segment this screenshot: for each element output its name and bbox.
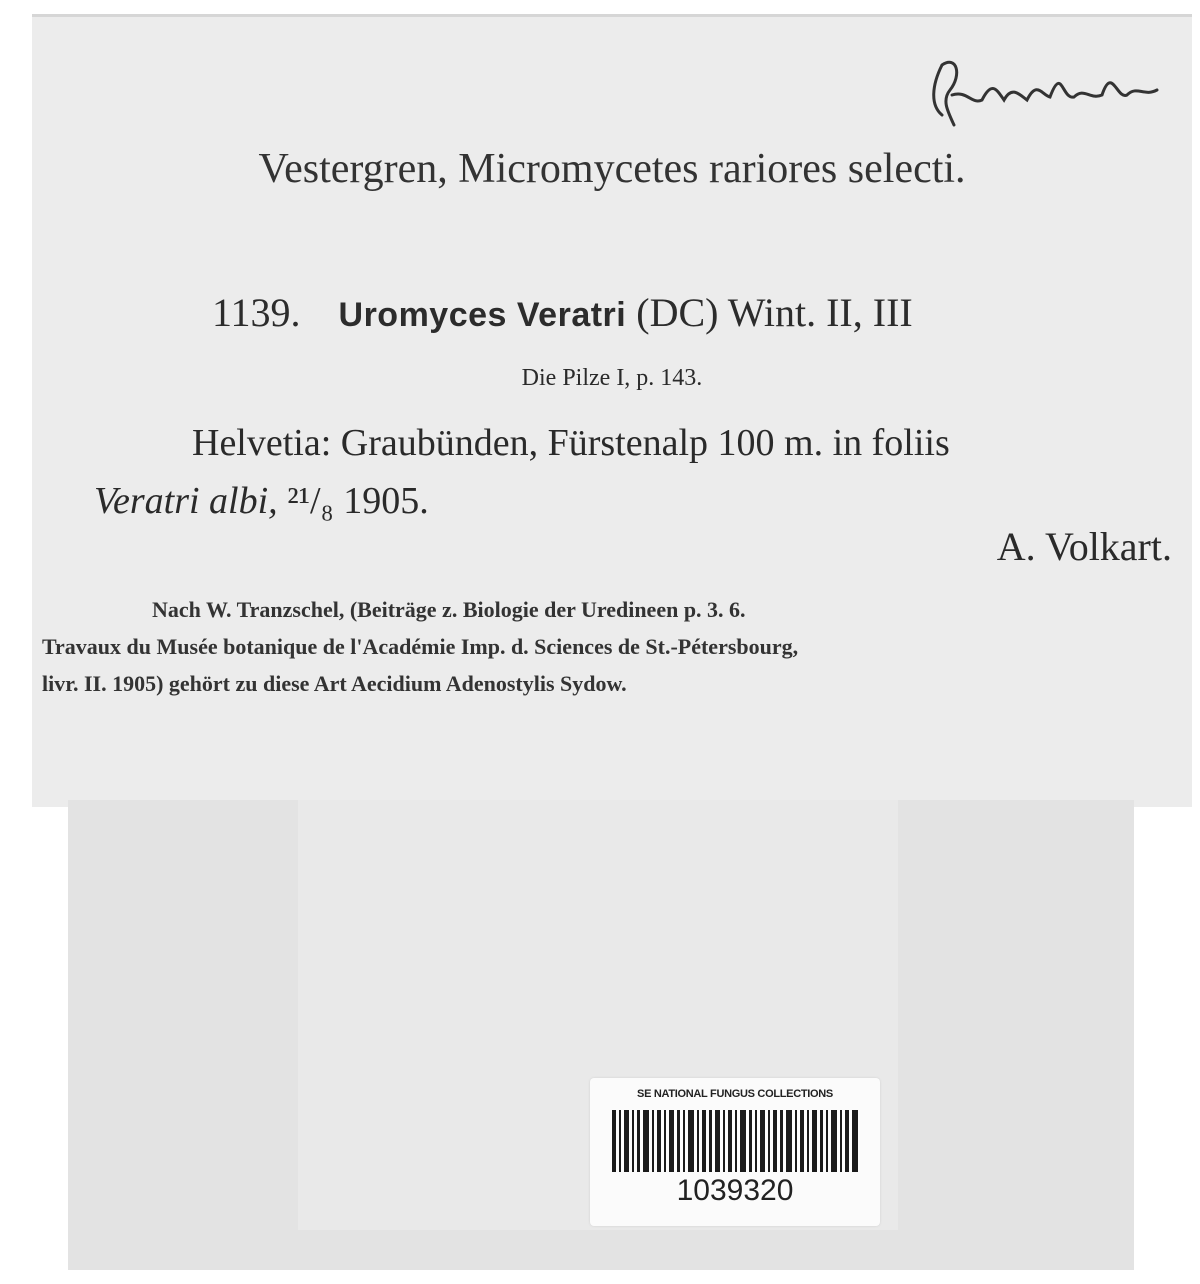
barcode-sticker [590,1078,880,1226]
note-line-2: Travaux du Musée botanique de l'Académie Imp. d. Sciences de St.-Pétersbourg, [42,634,799,659]
species-name: Uromyces Veratri [338,296,627,334]
locality-line-1: Helvetia: Graubünden, Fürstenalp 100 m. in foliis [192,422,950,464]
specimen-number: 1139. [212,290,301,335]
note-line-3: livr. II. 1905) gehört zu diese Art Aecidium Adenostylis Sydow. [42,671,627,696]
handwritten-signature [912,45,1192,135]
barcode-icon [612,1110,858,1172]
taxonomic-note [42,591,1192,702]
literature-reference: Die Pilze I, p. 143. [521,365,703,391]
species-line [212,289,1112,336]
collection-date: ²¹/₈ 1905. [287,480,429,522]
collector-name: A. Volkart. [996,524,1172,569]
barcode-header: SE NATIONAL FUNGUS COLLECTIONS [637,1088,833,1100]
barcode-number: 1039320 [676,1174,794,1207]
species-authority: (DC) Wint. II, III [636,290,913,335]
specimen-label [32,14,1192,807]
locality-line-2 [94,479,794,523]
note-line-1: Nach W. Tranzschel, (Beiträge z. Biologie der Uredineen p. 3. 6. [152,597,746,622]
host-name: Veratri albi, [94,480,278,522]
exsiccata-title: Vestergren, Micromycetes rariores selecti. [258,146,966,192]
